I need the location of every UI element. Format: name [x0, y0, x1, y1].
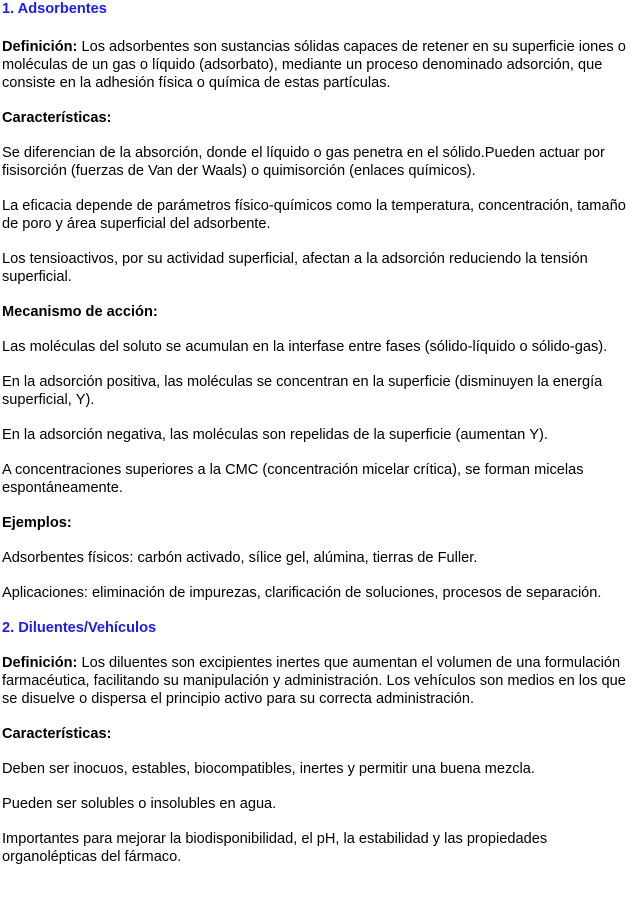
examples-item: Adsorbentes físicos: carbón activado, sílice gel, alúmina, tierras de Fuller. [2, 550, 478, 566]
characteristics-item-2: Deben ser inocuos, estables, biocompatibles, inertes y permitir una buena mezcla. [2, 761, 535, 777]
mechanism-item: Las moléculas del soluto se acumulan en la interfase entre fases (sólido-líquido o sólido-gas). [2, 339, 608, 355]
characteristics-label-2: Características: [2, 726, 112, 742]
characteristics-item-2: Importantes para mejorar la biodisponibilidad, el pH, la estabilidad y las propiedades organolépticas del fármaco. [2, 831, 548, 865]
characteristics-item-2: Pueden ser solubles o insolubles en agua. [2, 796, 277, 812]
definition-label: Definición: [2, 39, 78, 55]
mechanism-item: A concentraciones superiores a la CMC (concentración micelar crítica), se forman micelas espontáneamente. [2, 462, 584, 496]
characteristics-label: Características: [2, 110, 112, 126]
section-title-diluentes: 2. Diluentes/Vehículos [2, 620, 157, 636]
characteristics-item: La eficacia depende de parámetros físico-químicos como la temperatura, concentración, tamaño de poro y área superficial del adsorbente. [2, 198, 626, 232]
section-title-adsorbentes: 1. Adsorbentes [2, 1, 107, 17]
mechanism-item: En la adsorción positiva, las moléculas se concentran en la superficie (disminuyen la energía superficial, Υ). [2, 374, 603, 408]
examples-label: Ejemplos: [2, 515, 72, 531]
definition-paragraph [2, 38, 637, 92]
definition-text-2: Los diluentes son excipientes inertes que aumentan el volumen de una formulación farmacéutica, facilitando su manipulación y administración. Los vehículos son medios en los que se disuelve o dispersa el principio activo para su correcta administración. [2, 655, 626, 707]
mechanism-label: Mecanismo de acción: [2, 304, 158, 320]
definition-label-2: Definición: [2, 655, 78, 671]
characteristics-item: Los tensioactivos, por su actividad superficial, afectan a la adsorción reduciendo la tensión superficial. [2, 251, 588, 285]
mechanism-item: En la adsorción negativa, las moléculas son repelidas de la superficie (aumentan Υ). [2, 427, 548, 443]
examples-item: Aplicaciones: eliminación de impurezas, clarificación de soluciones, procesos de separación. [2, 585, 602, 601]
definition-paragraph-2 [2, 654, 637, 708]
characteristics-item: Se diferencian de la absorción, donde el líquido o gas penetra en el sólido.Pueden actuar por fisisorción (fuerzas de Van der Waals) o quimisorción (enlaces químicos). [2, 145, 605, 179]
definition-text: Los adsorbentes son sustancias sólidas capaces de retener en su superficie iones o moléculas de un gas o líquido (adsorbato), mediante un proceso denominado adsorción, que consiste en la adhesión física o química de estas partículas. [2, 39, 626, 91]
